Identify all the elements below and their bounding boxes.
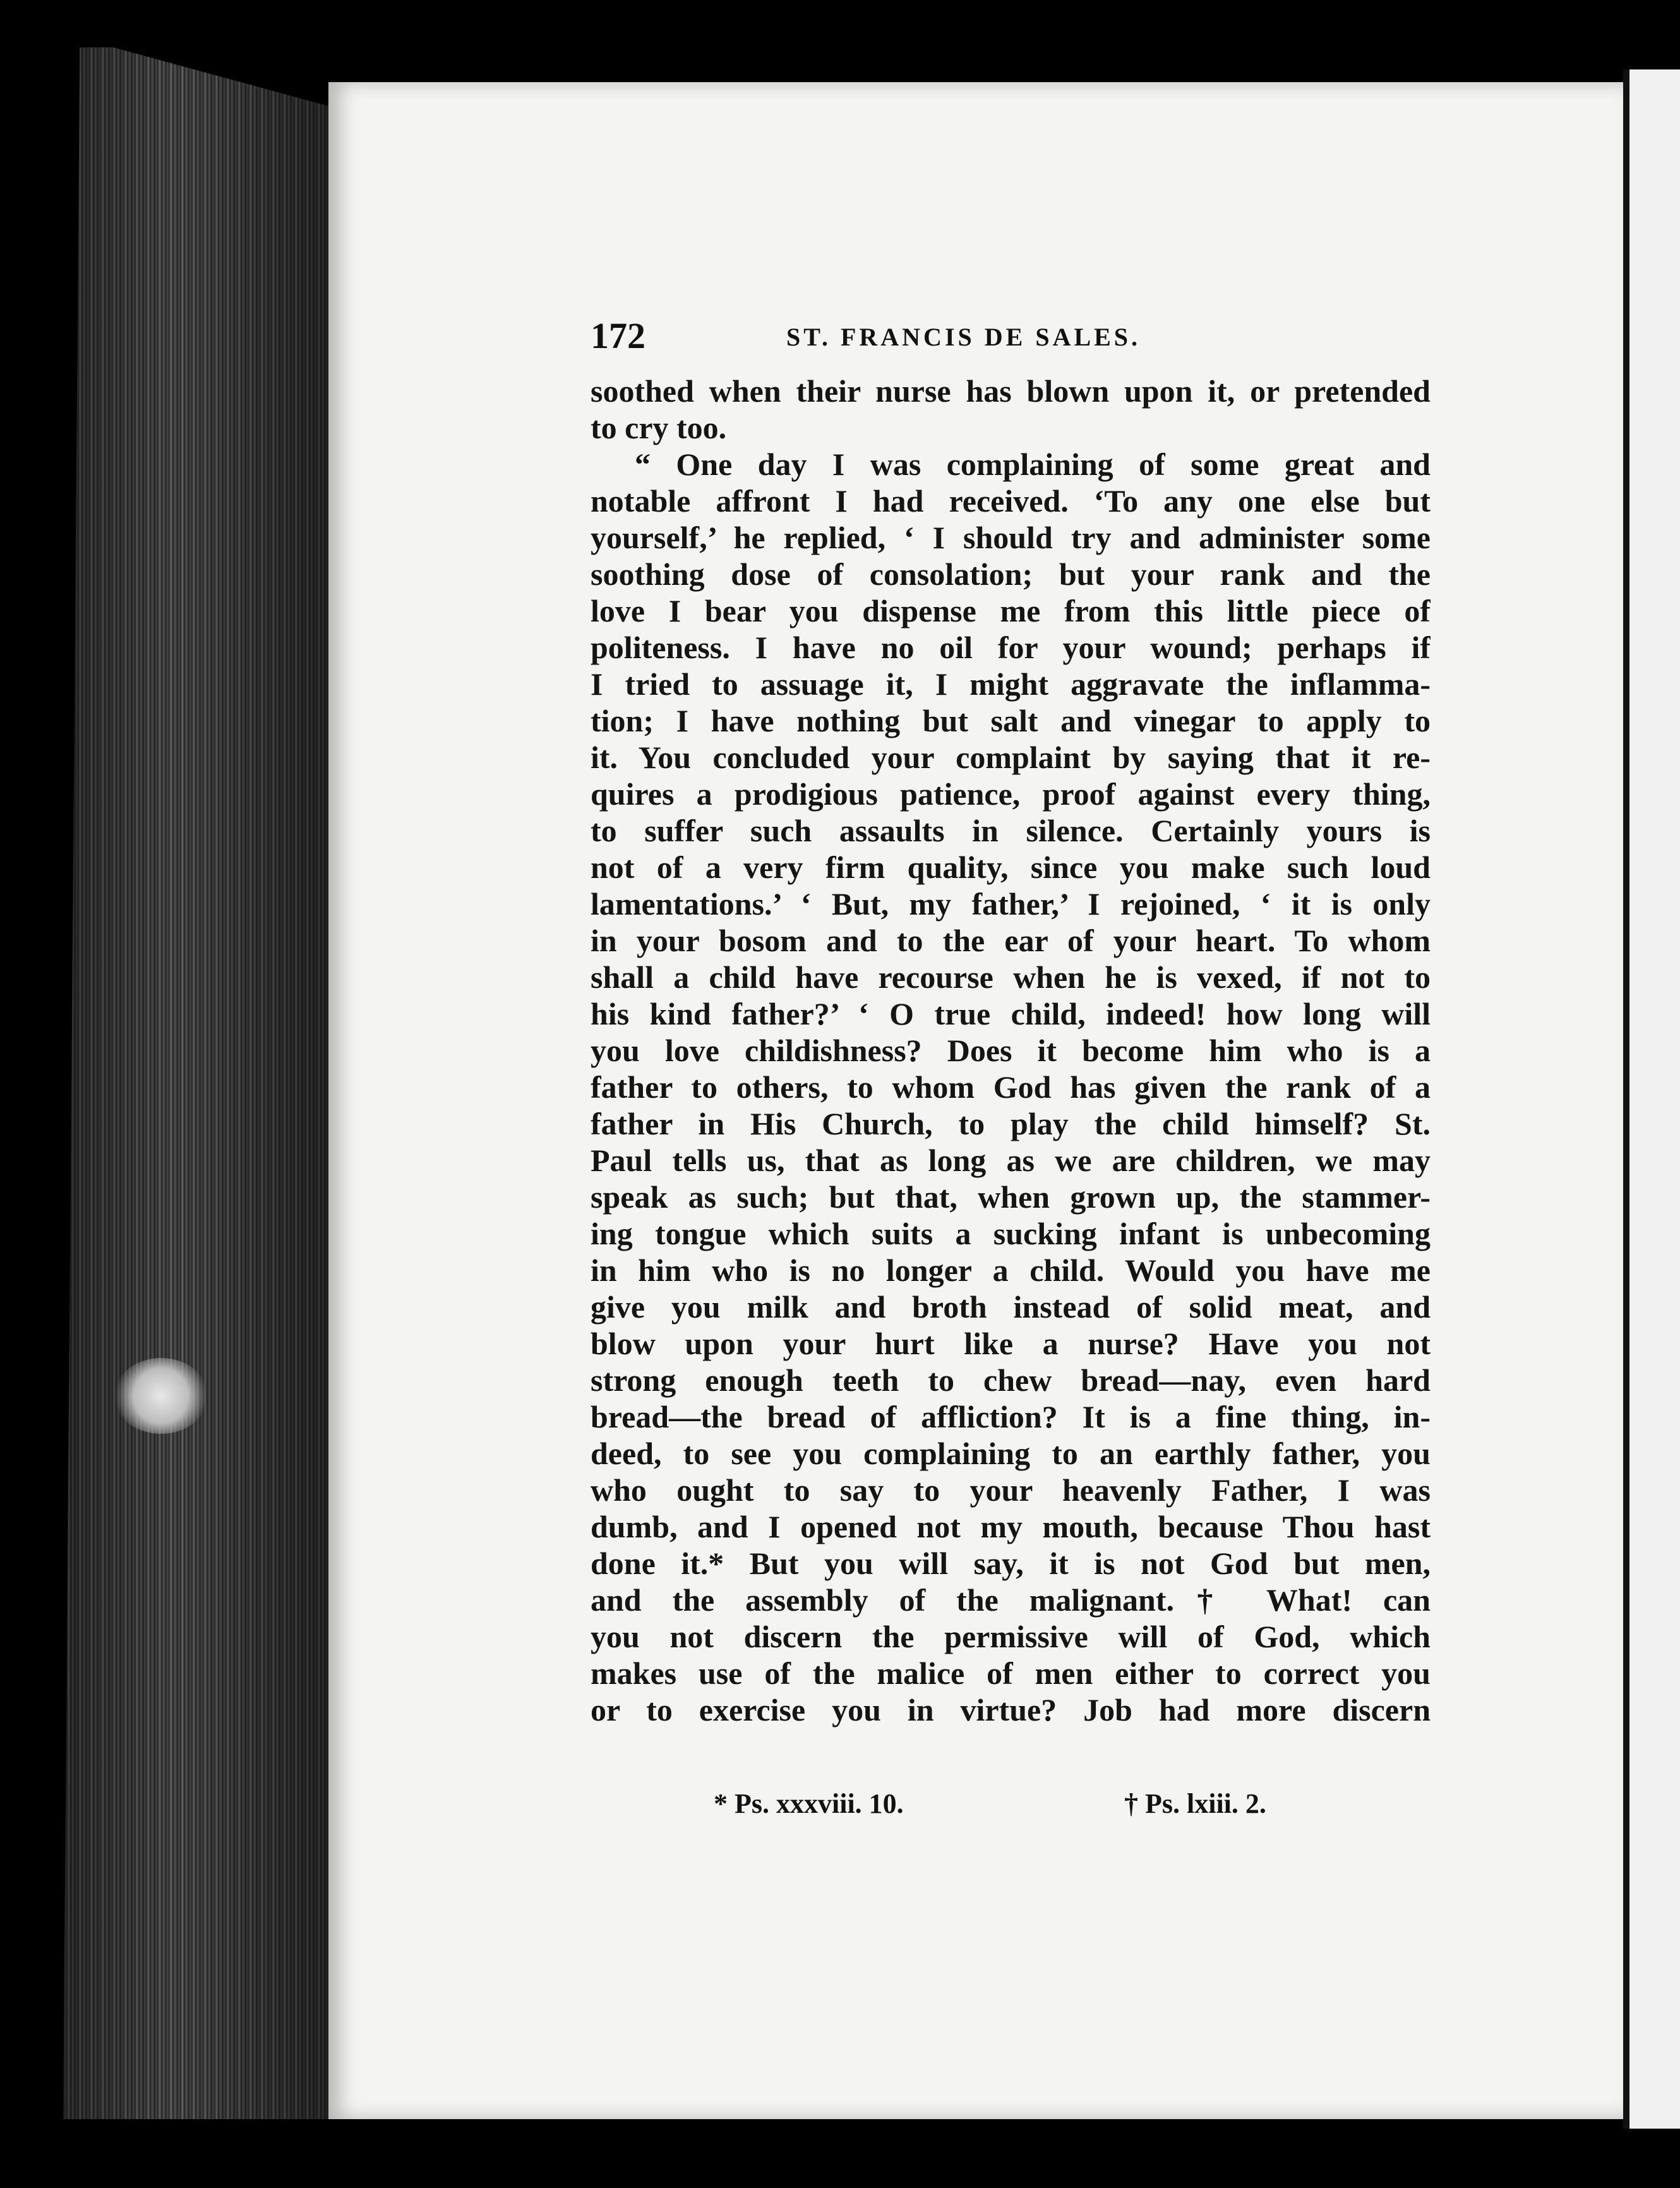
text-line: notable affront I had received. ‘To any one else but xyxy=(591,483,1431,519)
text-line: to cry too. xyxy=(591,410,727,445)
text-line: give you milk and broth instead of solid meat, and xyxy=(591,1289,1431,1325)
text-line: politeness. I have no oil for your wound; perhaps if xyxy=(591,630,1431,665)
text-line: soothing dose of consolation; but your rank and the xyxy=(591,556,1431,592)
footnote: * Ps. xxxviii. 10. xyxy=(714,1788,904,1819)
text-line: or to exercise you in virtue? Job had more discern xyxy=(591,1692,1431,1728)
text-line: dumb, and I opened not my mouth, because Thou hast xyxy=(591,1509,1431,1544)
text-line: “ One day I was complaining of some great and xyxy=(635,447,1431,482)
page-stain xyxy=(114,1358,208,1434)
text-line: I tried to assuage it, I might aggravate the inflamma- xyxy=(591,666,1431,702)
text-line: father to others, to whom God has given the rank of a xyxy=(591,1069,1431,1105)
footnote: † Ps. lxiii. 2. xyxy=(1124,1788,1266,1819)
text-line: father in His Church, to play the child himself? St. xyxy=(591,1106,1431,1141)
text-line: Paul tells us, that as long as we are children, we may xyxy=(591,1143,1431,1178)
text-line: blow upon your hurt like a nurse? Have you not xyxy=(591,1326,1431,1361)
text-line: speak as such; but that, when grown up, the stammer- xyxy=(591,1179,1431,1215)
book-page-edges xyxy=(63,47,341,2119)
text-line: his kind father?’ ‘ O true child, indeed! how long will xyxy=(591,996,1431,1031)
text-line: to suffer such assaults in silence. Certainly yours is xyxy=(591,813,1431,848)
text-line: ing tongue which suits a sucking infant is unbecoming xyxy=(591,1216,1431,1251)
text-line: it. You concluded your complaint by saying that it re- xyxy=(591,740,1431,775)
text-line: quires a prodigious patience, proof against every thing, xyxy=(591,776,1431,812)
text-line: done it.* But you will say, it is not God but men, xyxy=(591,1546,1431,1581)
text-line: and the assembly of the malignant.† What! can xyxy=(591,1582,1431,1618)
text-line: in your bosom and to the ear of your heart. To whom xyxy=(591,923,1431,958)
text-line: you not discern the permissive will of God, which xyxy=(591,1619,1431,1654)
text-line: you love childishness? Does it become him who is a xyxy=(591,1033,1431,1068)
body-text xyxy=(591,373,1431,1728)
text-line: who ought to say to your heavenly Father, I was xyxy=(591,1472,1431,1508)
text-line: in him who is no longer a child. Would you have me xyxy=(591,1253,1431,1288)
text-line: tion; I have nothing but salt and vinegar to apply to xyxy=(591,703,1431,738)
running-head: ST. FRANCIS DE SALES. xyxy=(786,323,1141,351)
footnotes xyxy=(714,1788,1314,1825)
text-line: bread—the bread of affliction? It is a fine thing, in- xyxy=(591,1399,1431,1434)
facing-page-edge xyxy=(1623,69,1680,2129)
page-number: 172 xyxy=(591,315,645,356)
text-line: lamentations.’ ‘ But, my father,’ I rejoined, ‘ it is only xyxy=(591,886,1431,922)
text-line: deed, to see you complaining to an earthly father, you xyxy=(591,1436,1431,1471)
text-line: shall a child have recourse when he is vexed, if not to xyxy=(591,959,1431,995)
page-header xyxy=(591,315,1431,359)
text-line: makes use of the malice of men either to correct you xyxy=(591,1656,1431,1691)
text-line: yourself,’ he replied, ‘ I should try and administer some xyxy=(591,520,1431,555)
text-line: not of a very firm quality, since you make such loud xyxy=(591,850,1431,885)
text-line: strong enough teeth to chew bread—nay, even hard xyxy=(591,1362,1431,1398)
text-line: love I bear you dispense me from this little piece of xyxy=(591,593,1431,628)
text-line: soothed when their nurse has blown upon it, or pretended xyxy=(591,373,1431,409)
